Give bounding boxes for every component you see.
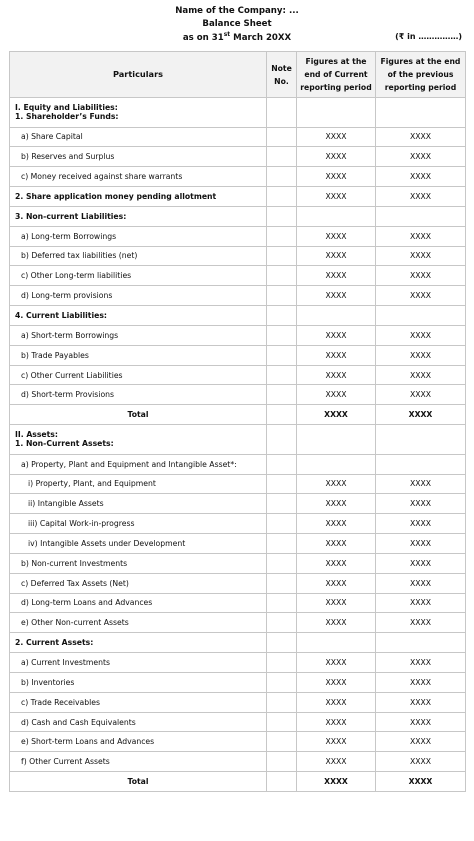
- previous-value: XXXX: [376, 653, 466, 673]
- current-value: XXXX: [297, 712, 376, 732]
- table-row: [10, 732, 466, 752]
- table-row: [10, 553, 466, 573]
- date-suffix: March 20XX: [230, 32, 292, 43]
- current-value: [297, 633, 376, 653]
- previous-value: XXXX: [376, 534, 466, 554]
- row-label: e) Short-term Loans and Advances: [10, 732, 267, 752]
- table-row: [10, 206, 466, 226]
- note-cell: [267, 187, 297, 207]
- current-value: XXXX: [297, 573, 376, 593]
- previous-value: [376, 633, 466, 653]
- previous-value: XXXX: [376, 672, 466, 692]
- table-row: [10, 613, 466, 633]
- current-value: XXXX: [297, 385, 376, 405]
- current-value: XXXX: [297, 246, 376, 266]
- note-cell: [267, 385, 297, 405]
- table-row: [10, 167, 466, 187]
- row-label: b) Reserves and Surplus: [10, 147, 267, 167]
- note-cell: [267, 147, 297, 167]
- note-cell: [267, 613, 297, 633]
- current-value: XXXX: [297, 405, 376, 425]
- table-row: [10, 593, 466, 613]
- current-value: XXXX: [297, 474, 376, 494]
- row-label: 2. Share application money pending allotment: [10, 187, 267, 207]
- note-cell: [267, 593, 297, 613]
- table-row: [10, 226, 466, 246]
- note-cell: [267, 425, 297, 455]
- col-previous-period: Figures at the end of the previous reporting period: [376, 52, 466, 98]
- previous-value: XXXX: [376, 732, 466, 752]
- current-value: XXXX: [297, 266, 376, 286]
- table-row: [10, 286, 466, 306]
- balance-sheet-table: [9, 51, 466, 792]
- table-row: [10, 653, 466, 673]
- row-label: c) Money received against share warrants: [10, 167, 267, 187]
- note-cell: [267, 98, 297, 128]
- table-row: [10, 712, 466, 732]
- table-row: [10, 573, 466, 593]
- assets-body: [10, 425, 466, 792]
- row-label: f) Other Current Assets: [10, 752, 267, 772]
- current-value: XXXX: [297, 653, 376, 673]
- row-label: a) Property, Plant and Equipment and Intangible Asset*:: [10, 454, 267, 474]
- row-label: c) Other Long-term liabilities: [10, 266, 267, 286]
- table-header-row: [10, 52, 466, 98]
- currency-unit: (₹ in ……………): [395, 32, 462, 41]
- table-row: [10, 127, 466, 147]
- previous-value: XXXX: [376, 147, 466, 167]
- note-cell: [267, 167, 297, 187]
- current-value: [297, 306, 376, 326]
- previous-value: [376, 306, 466, 326]
- previous-value: XXXX: [376, 246, 466, 266]
- note-cell: [267, 127, 297, 147]
- previous-value: XXXX: [376, 494, 466, 514]
- row-label: a) Current Investments: [10, 653, 267, 673]
- current-value: XXXX: [297, 772, 376, 792]
- table-row: [10, 345, 466, 365]
- note-cell: [267, 534, 297, 554]
- note-cell: [267, 405, 297, 425]
- table-row: [10, 246, 466, 266]
- section-heading-equity: I. Equity and Liabilities:: [15, 103, 118, 113]
- table-row: [10, 306, 466, 326]
- col-particulars: Particulars: [10, 52, 267, 98]
- previous-value: XXXX: [376, 405, 466, 425]
- row-label: a) Share Capital: [10, 127, 267, 147]
- table-row: [10, 514, 466, 534]
- row-label: a) Short-term Borrowings: [10, 325, 267, 345]
- note-cell: [267, 712, 297, 732]
- previous-value: XXXX: [376, 365, 466, 385]
- row-label: b) Trade Payables: [10, 345, 267, 365]
- row-label: b) Inventories: [10, 672, 267, 692]
- previous-cell: [376, 425, 466, 455]
- row-label: c) Deferred Tax Assets (Net): [10, 573, 267, 593]
- note-cell: [267, 514, 297, 534]
- current-value: XXXX: [297, 345, 376, 365]
- row-label: a) Long-term Borrowings: [10, 226, 267, 246]
- note-cell: [267, 633, 297, 653]
- current-value: XXXX: [297, 365, 376, 385]
- note-cell: [267, 306, 297, 326]
- section-heading-cell: [10, 98, 267, 128]
- note-cell: [267, 246, 297, 266]
- row-label: i) Property, Plant, and Equipment: [10, 474, 267, 494]
- current-value: XXXX: [297, 514, 376, 534]
- note-cell: [267, 573, 297, 593]
- table-row: [10, 633, 466, 653]
- row-label: c) Trade Receivables: [10, 692, 267, 712]
- previous-value: XXXX: [376, 514, 466, 534]
- previous-value: XXXX: [376, 474, 466, 494]
- total-row: [10, 405, 466, 425]
- previous-value: XXXX: [376, 752, 466, 772]
- section-heading-row: [10, 98, 466, 128]
- previous-value: XXXX: [376, 573, 466, 593]
- previous-value: XXXX: [376, 127, 466, 147]
- equity-liabilities-body: [10, 98, 466, 425]
- row-label: b) Non-current Investments: [10, 553, 267, 573]
- previous-value: XXXX: [376, 266, 466, 286]
- table-row: [10, 534, 466, 554]
- subheading-non-current-assets: 1. Non-Current Assets:: [15, 439, 114, 449]
- note-cell: [267, 692, 297, 712]
- previous-value: [376, 206, 466, 226]
- date-prefix: as on 31: [182, 32, 224, 43]
- note-cell: [267, 454, 297, 474]
- document-title: Balance Sheet: [202, 19, 272, 29]
- row-label: d) Short-term Provisions: [10, 385, 267, 405]
- row-label: 4. Current Liabilities:: [10, 306, 267, 326]
- previous-value: XXXX: [376, 772, 466, 792]
- note-cell: [267, 752, 297, 772]
- table-row: [10, 692, 466, 712]
- previous-value: [376, 454, 466, 474]
- current-value: XXXX: [297, 692, 376, 712]
- current-value: [297, 454, 376, 474]
- current-value: XXXX: [297, 593, 376, 613]
- previous-value: XXXX: [376, 712, 466, 732]
- previous-value: XXXX: [376, 593, 466, 613]
- note-cell: [267, 266, 297, 286]
- note-cell: [267, 772, 297, 792]
- note-cell: [267, 474, 297, 494]
- current-cell: [297, 425, 376, 455]
- note-cell: [267, 732, 297, 752]
- row-label: iii) Capital Work-in-progress: [10, 514, 267, 534]
- company-name: Name of the Company: ...: [175, 6, 299, 16]
- note-cell: [267, 553, 297, 573]
- table-row: [10, 266, 466, 286]
- previous-value: XXXX: [376, 167, 466, 187]
- table-row: [10, 454, 466, 474]
- current-value: XXXX: [297, 732, 376, 752]
- previous-value: XXXX: [376, 286, 466, 306]
- col-current-period: Figures at the end of Current reporting period: [297, 52, 376, 98]
- previous-cell: [376, 98, 466, 128]
- row-label: 2. Current Assets:: [10, 633, 267, 653]
- current-cell: [297, 98, 376, 128]
- current-value: XXXX: [297, 534, 376, 554]
- section-heading-assets: II. Assets:: [15, 430, 58, 440]
- table-row: [10, 494, 466, 514]
- row-label: Total: [10, 772, 267, 792]
- table-row: [10, 147, 466, 167]
- note-cell: [267, 494, 297, 514]
- previous-value: XXXX: [376, 187, 466, 207]
- current-value: [297, 206, 376, 226]
- current-value: XXXX: [297, 167, 376, 187]
- previous-value: XXXX: [376, 345, 466, 365]
- current-value: XXXX: [297, 494, 376, 514]
- note-cell: [267, 653, 297, 673]
- row-label: d) Long-term provisions: [10, 286, 267, 306]
- current-value: XXXX: [297, 127, 376, 147]
- table-row: [10, 385, 466, 405]
- section-heading-row: [10, 425, 466, 455]
- previous-value: XXXX: [376, 553, 466, 573]
- row-label: ii) Intangible Assets: [10, 494, 267, 514]
- row-label: c) Other Current Liabilities: [10, 365, 267, 385]
- table-row: [10, 752, 466, 772]
- current-value: XXXX: [297, 553, 376, 573]
- note-cell: [267, 226, 297, 246]
- row-label: 3. Non-current Liabilities:: [10, 206, 267, 226]
- note-cell: [267, 206, 297, 226]
- previous-value: XXXX: [376, 692, 466, 712]
- note-cell: [267, 672, 297, 692]
- table-row: [10, 474, 466, 494]
- col-note-no: Note No.: [267, 52, 297, 98]
- current-value: XXXX: [297, 187, 376, 207]
- table-row: [10, 325, 466, 345]
- previous-value: XXXX: [376, 226, 466, 246]
- total-row: [10, 772, 466, 792]
- date-ordinal: st: [223, 31, 231, 38]
- row-label: e) Other Non-current Assets: [10, 613, 267, 633]
- note-cell: [267, 325, 297, 345]
- row-label: d) Cash and Cash Equivalents: [10, 712, 267, 732]
- row-label: iv) Intangible Assets under Development: [10, 534, 267, 554]
- previous-value: XXXX: [376, 325, 466, 345]
- current-value: XXXX: [297, 147, 376, 167]
- row-label: b) Deferred tax liabilities (net): [10, 246, 267, 266]
- row-label: Total: [10, 405, 267, 425]
- previous-value: XXXX: [376, 385, 466, 405]
- table-row: [10, 672, 466, 692]
- note-cell: [267, 365, 297, 385]
- current-value: XXXX: [297, 613, 376, 633]
- subheading-shareholders-funds: 1. Shareholder’s Funds:: [15, 112, 119, 122]
- previous-value: XXXX: [376, 613, 466, 633]
- table-row: [10, 187, 466, 207]
- table-row: [10, 365, 466, 385]
- section-heading-cell: [10, 425, 267, 455]
- current-value: XXXX: [297, 325, 376, 345]
- note-cell: [267, 286, 297, 306]
- current-value: XXXX: [297, 672, 376, 692]
- current-value: XXXX: [297, 752, 376, 772]
- row-label: d) Long-term Loans and Advances: [10, 593, 267, 613]
- note-cell: [267, 345, 297, 365]
- current-value: XXXX: [297, 286, 376, 306]
- current-value: XXXX: [297, 226, 376, 246]
